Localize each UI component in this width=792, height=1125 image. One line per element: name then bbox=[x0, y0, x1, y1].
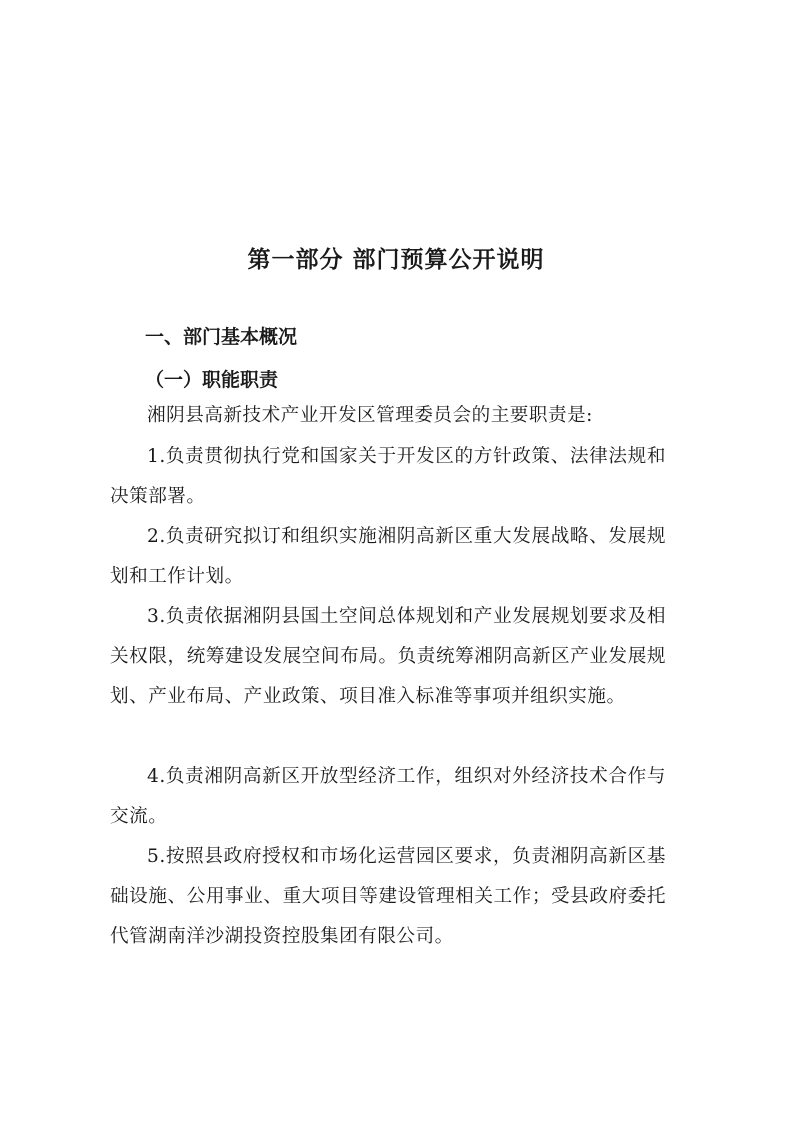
duty-item-2: 2.负责研究拟订和组织实施湘阴高新区重大发展战略、发展规划和工作计划。 bbox=[110, 526, 666, 587]
duty-item-4: 4.负责湘阴高新区开放型经济工作，组织对外经济技术合作与交流。 bbox=[110, 766, 666, 827]
sub-heading: （一）职能职责 bbox=[145, 369, 279, 391]
duty-item-5: 5.按照县政府授权和市场化运营园区要求，负责湘阴高新区基础设施、公用事业、重大项目等建设管理相关工作；受县政府委托代管湖南洋沙湖投资控股集团有限公司。 bbox=[110, 846, 666, 947]
intro-paragraph: 湘阴县高新技术产业开发区管理委员会的主要职责是: bbox=[147, 405, 593, 426]
duty-item-3: 3.负责依据湘阴县国土空间总体规划和产业发展规划要求及相关权限，统筹建设发展空间布局。负责统筹湘阴高新区产业发展规划、产业布局、产业政策、项目准入标准等事项并组织实施。 bbox=[110, 606, 666, 707]
section-heading: 一、部门基本概况 bbox=[145, 326, 298, 348]
page-title: 第一部分 部门预算公开说明 bbox=[247, 247, 545, 273]
duty-item-1: 1.负责贯彻执行党和国家关于开发区的方针政策、法律法规和决策部署。 bbox=[110, 446, 666, 507]
